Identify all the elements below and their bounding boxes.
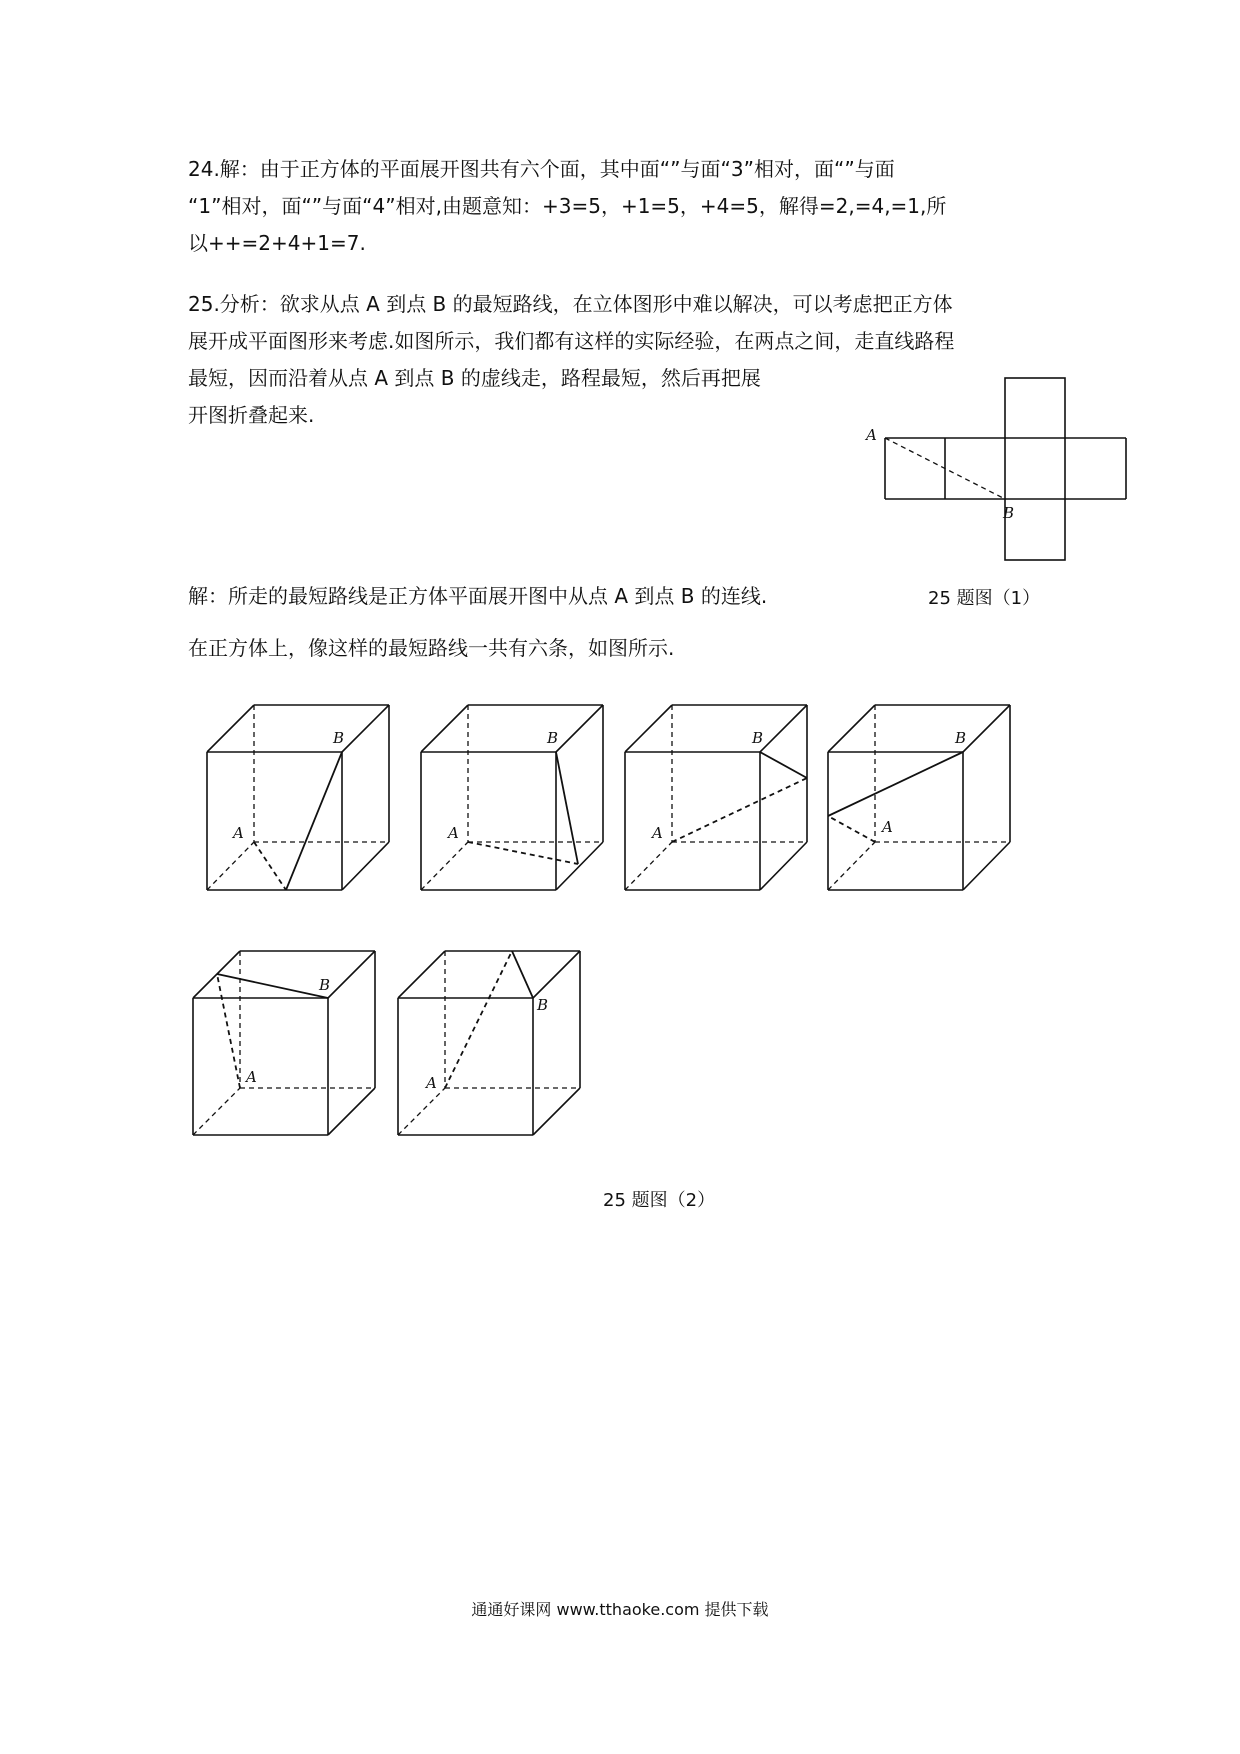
figure2-caption: 25 题图（2） — [603, 1190, 716, 1211]
cube2-label-a: A — [448, 824, 459, 842]
cube3-label-a: A — [652, 824, 663, 842]
cube1-label-b: B — [333, 729, 345, 747]
cube5-label-b: B — [319, 976, 331, 994]
cube4-label-a: A — [882, 818, 893, 836]
cube6-label-a: A — [426, 1074, 437, 1092]
cube5-label-a: A — [246, 1068, 257, 1086]
cube1-label-a: A — [233, 824, 244, 842]
q24-line-1: 24.解：由于正方体的平面展开图共有六个面，其中面“”与面“3”相对，面“”与面 — [188, 157, 895, 181]
q25-line-1: 25.分析：欲求从点 A 到点 B 的最短路线，在立体图形中难以解决，可以考虑把正方体 — [188, 292, 953, 316]
footer-source: 通通好课网 www.tthaoke.com 提供下载 — [471, 1600, 769, 1619]
cube4-label-b: B — [955, 729, 967, 747]
figure2-cube-4 — [825, 700, 1025, 900]
q25-solution: 解：所走的最短路线是正方体平面展开图中从点 A 到点 B 的连线. — [188, 584, 768, 608]
figure1-label-a: A — [866, 426, 877, 444]
q25-six-paths: 在正方体上，像这样的最短路线一共有六条，如图所示. — [188, 636, 675, 660]
figure1-label-b: B — [1003, 504, 1015, 522]
figure2-cube-6 — [390, 945, 590, 1145]
figure2-cube-3 — [620, 700, 820, 900]
q25-line-3: 最短，因而沿着从点 A 到点 B 的虚线走，路程最短，然后再把展 — [188, 366, 761, 390]
q25-line-2: 展开成平面图形来考虑.如图所示，我们都有这样的实际经验，在两点之间，走直线路程 — [188, 329, 955, 353]
figure2-cube-5 — [185, 945, 385, 1145]
figure1-cube-net — [866, 370, 1130, 570]
q24-line-3: 以++=2+4+1=7. — [188, 231, 366, 255]
q24-line-2: “1”相对，面“”与面“4”相对,由题意知：+3=5，+1=5，+4=5，解得=2,=4,=1,所 — [188, 194, 947, 218]
figure2-cube-2 — [415, 700, 615, 900]
q25-line-4: 开图折叠起来. — [188, 403, 315, 427]
cube6-label-b: B — [537, 996, 549, 1014]
cube3-label-b: B — [752, 729, 764, 747]
figure2-cube-1 — [200, 700, 400, 900]
figure1-caption: 25 题图（1） — [928, 588, 1041, 609]
cube2-label-b: B — [547, 729, 559, 747]
